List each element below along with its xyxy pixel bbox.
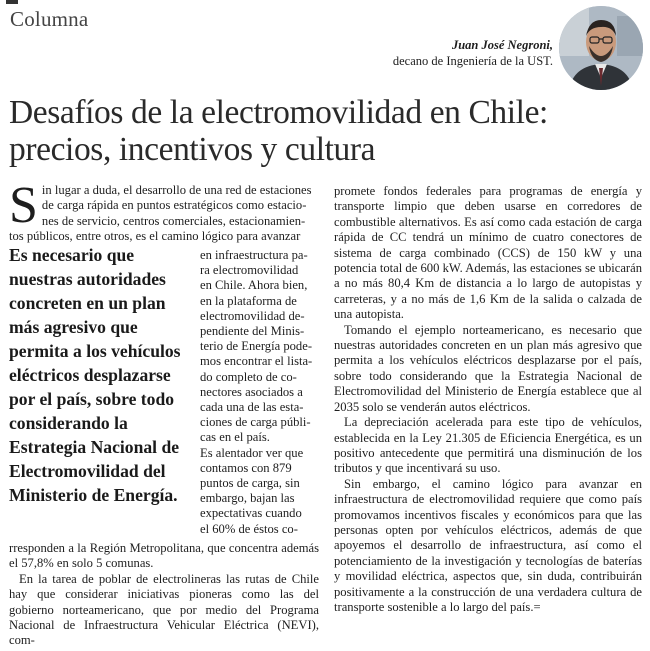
drop-cap: S [9,177,38,234]
narrow-line: en la plataforma de [200,293,297,308]
narrow-line: en Chile. Ahora bien, [200,278,308,293]
author-byline [393,37,553,69]
paragraph: promete fondos federales para programas de energía y transporte limpio que deben usarse en corredores de combustible alternativos. Es así como cada estación de carga rápida de CC tendrá un mínimo de cuatro conectores de sistema de carga combinado (CCS) de 150 kW y una potencia total de 600 kW. Además, las estaciones se ubicarán a no más 80,4 Km de distancia a lo largo de autopistas y carreteras, y a no más de 1,6 Km de la salida o calzada de una autopista. [334,184,642,322]
narrow-line: expectativas cuando [200,506,302,521]
headline: Desafíos de la electromovilidad en Chile: precios, incentivos y cultura [9,94,548,168]
paragraph: rresponden a la Región Metropolitana, que concentra además el 57,8% en solo 5 comunas. [9,541,319,571]
narrow-line: el 60% de éstos co- [200,521,298,536]
narrow-line: ciones de carga públi- [200,415,311,430]
narrow-line: Es alentador ver que [200,445,304,460]
narrow-line: cada una de las esta- [200,400,304,415]
paragraph: En la tarea de poblar de electrolineras las rutas de Chile hay que considerar iniciativas pioneras como las del gobierno norteamericano, que por medio del Programa Nacional de Infraestructura Vehicular Eléctrica (NEVI), com- [9,571,319,648]
left-bottom-text [9,541,319,649]
narrow-line: mos encontrar el lista- [200,354,313,369]
narrow-line: terio de Energía pode- [200,339,313,354]
author-photo [559,6,643,90]
narrow-line: cas en el país. [200,430,270,445]
author-role: decano de Ingeniería de la UST. [392,54,553,68]
narrow-line: electromovilidad de- [200,308,305,323]
intro-line: de carga rápida en puntos estratégicos como estacio- [41,198,307,213]
narrow-column [200,248,316,537]
narrow-line: ra electromovilidad [200,263,299,278]
paragraph: La depreciación acelerada para este tipo de vehículos, establecida en la Ley 21.305 de Eficiencia Energética, es un positivo antecedente que permitirá una disminución de los tributos y que incentivará su uso. [334,415,642,476]
section-label: Columna [10,7,89,31]
narrow-line: do completo de co- [200,369,297,384]
narrow-line: embargo, bajan las [200,491,295,506]
narrow-line: en infraestructura pa- [200,248,308,262]
intro-line: tos públicos, entre otros, es el camino lógico para avanzar [9,229,301,244]
pull-quote: Es necesario que nuestras autoridades concreten en un plan más agresivo que permita a los vehículos eléctricos desplazarse por el país, sobre todo considerando la Estrategia Nacional de Electromovilidad del Ministerio de Energía. [9,245,181,505]
narrow-line: pendiente del Minis- [200,324,305,339]
narrow-line: nectores asociados a [200,384,303,399]
narrow-line: contamos con 879 [200,460,292,475]
intro-line: in lugar a duda, el desarrollo de una red de estaciones [41,183,312,197]
right-column [334,184,642,615]
narrow-line: puntos de carga, sin [200,476,300,491]
intro-paragraph [9,177,319,245]
paragraph: Tomando el ejemplo norteamericano, es necesario que nuestras autoridades concreten en un plan más agresivo que permita a los vehículos eléctricos desplazarse por el país, sobre todo considerando que la Estrategia Nacional de Electromovilidad del Ministerio de Energía establece que al 2035 solo se venderán autos eléctricos. [334,322,642,414]
section-marker [6,0,18,4]
paragraph: Sin embargo, el camino lógico para avanzar en infraestructura de electromovilidad requiere que como país promovamos incentivos fiscales y económicos para que las personas opten por vehículos eléctricos, además de que apoyemos el desarrollo de infraestructura, así como el potenciamiento de la investigación y tecnologías de baterías y movilidad eléctrica, aspectos que, sin duda, contribuirán positivamente a la construcción de una verdadera cultura de transporte sostenible a lo largo del país.= [334,476,642,614]
intro-line: nes de servicio, centros comerciales, estacionamien- [41,213,306,228]
author-name: Juan José Negroni, [451,38,553,52]
